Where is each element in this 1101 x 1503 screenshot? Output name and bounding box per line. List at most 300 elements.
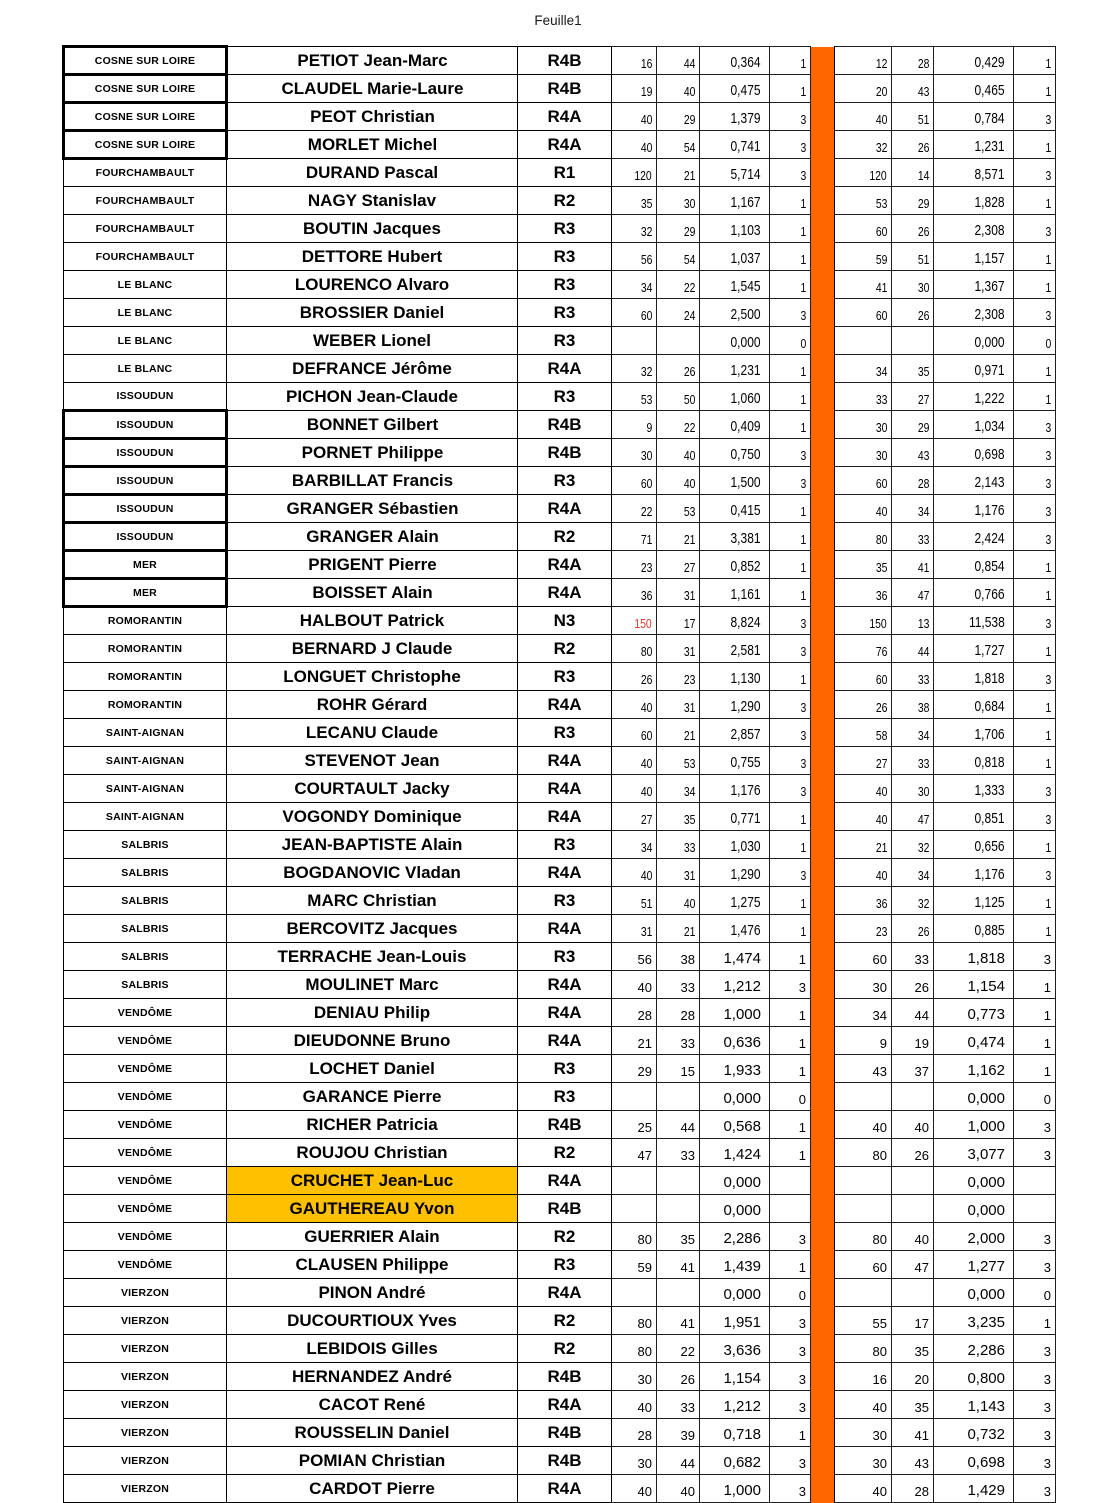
stat-b-value2-cell-text: 14 xyxy=(917,168,929,183)
stat-b-value1-cell xyxy=(835,747,892,775)
stat-b-points-cell xyxy=(1014,131,1056,159)
club-cell xyxy=(64,75,227,103)
club-cell-text: COSNE SUR LOIRE xyxy=(94,54,196,67)
stat-b-points-cell xyxy=(1014,355,1056,383)
stat-b-ratio-cell-text: 0,851 xyxy=(974,810,1005,827)
stat-a-value1-cell-text: 80 xyxy=(637,1316,652,1331)
table-row xyxy=(64,803,1056,831)
stat-a-value2-cell xyxy=(657,1027,700,1055)
stat-a-value1-cell xyxy=(612,159,657,187)
stat-b-value2-cell-text: 26 xyxy=(914,1148,929,1163)
stat-a-points-cell xyxy=(770,999,811,1027)
stat-a-ratio-cell xyxy=(700,1251,770,1279)
player-name-cell-text: ROUSSELIN Daniel xyxy=(294,1422,450,1442)
stat-b-value2-cell xyxy=(892,1251,934,1279)
stat-b-points-cell xyxy=(1014,1475,1056,1503)
stat-a-value2-cell-text: 22 xyxy=(680,1344,695,1359)
stat-a-value1-cell xyxy=(612,1111,657,1139)
stat-a-value2-cell-text: 26 xyxy=(680,1372,695,1387)
stat-a-ratio-cell xyxy=(700,719,770,747)
stat-a-value2-cell-text: 40 xyxy=(683,476,695,491)
rank-cell-text: R3 xyxy=(553,834,576,854)
stat-b-value2-cell xyxy=(892,299,934,327)
stat-a-value2-cell xyxy=(657,971,700,999)
club-cell xyxy=(64,1419,227,1447)
stat-b-ratio-cell-text: 1,333 xyxy=(974,782,1005,799)
stat-b-value1-cell-text: 20 xyxy=(875,84,887,99)
divider-stripe-cell xyxy=(811,719,835,747)
club-cell xyxy=(64,1307,227,1335)
stat-b-value2-cell-text: 28 xyxy=(917,476,929,491)
divider-stripe-cell xyxy=(811,1391,835,1419)
divider-stripe-cell xyxy=(811,971,835,999)
stat-b-value2-cell xyxy=(892,607,934,635)
stat-b-value2-cell xyxy=(892,523,934,551)
stat-a-ratio-cell-text: 1,379 xyxy=(730,110,761,127)
stat-a-value2-cell-text: 31 xyxy=(683,588,695,603)
stat-b-value1-cell xyxy=(835,551,892,579)
stat-a-points-cell xyxy=(770,887,811,915)
player-name-cell-text: JEAN-BAPTISTE Alain xyxy=(281,834,463,854)
divider-stripe-cell xyxy=(811,831,835,859)
club-cell xyxy=(64,271,227,299)
stat-b-points-cell xyxy=(1014,551,1056,579)
stat-a-ratio-cell-text: 0,568 xyxy=(723,1118,761,1135)
stat-a-value2-cell xyxy=(657,327,700,355)
club-cell xyxy=(64,663,227,691)
stat-b-ratio-cell xyxy=(934,1307,1014,1335)
divider-stripe-cell xyxy=(811,243,835,271)
stat-a-ratio-cell xyxy=(700,383,770,411)
club-cell-text: SALBRIS xyxy=(121,866,169,879)
rank-cell xyxy=(518,1167,612,1195)
rank-cell xyxy=(518,887,612,915)
stat-b-ratio-cell xyxy=(934,75,1014,103)
stat-a-ratio-cell xyxy=(700,1307,770,1335)
stat-a-value2-cell xyxy=(657,1447,700,1475)
stat-a-points-cell xyxy=(770,915,811,943)
stat-a-points-cell xyxy=(770,1251,811,1279)
stat-b-ratio-cell-text: 0,000 xyxy=(967,1090,1005,1107)
stat-b-value1-cell-text: 60 xyxy=(875,224,887,239)
club-cell xyxy=(64,775,227,803)
divider-stripe-cell xyxy=(811,187,835,215)
divider-stripe-cell xyxy=(811,1223,835,1251)
stat-a-value1-cell-text: 32 xyxy=(640,224,652,239)
rank-cell xyxy=(518,859,612,887)
club-cell xyxy=(64,1391,227,1419)
stat-a-value1-cell xyxy=(612,439,657,467)
stat-b-value1-cell-text: 41 xyxy=(875,280,887,295)
stat-a-points-cell-text: 0 xyxy=(798,1092,806,1107)
stat-b-ratio-cell-text: 1,125 xyxy=(974,894,1005,911)
player-name-cell-text: PORNET Philippe xyxy=(301,442,444,462)
rank-cell-text: R4B xyxy=(547,1422,582,1442)
stat-b-ratio-cell xyxy=(934,467,1014,495)
stat-b-ratio-cell xyxy=(934,1391,1014,1419)
stat-a-value2-cell xyxy=(657,523,700,551)
divider-stripe-cell xyxy=(811,775,835,803)
stat-b-ratio-cell-text: 1,828 xyxy=(974,194,1005,211)
stat-b-ratio-cell-text: 3,235 xyxy=(967,1314,1005,1331)
club-cell xyxy=(64,551,227,579)
stat-b-value2-cell xyxy=(892,327,934,355)
stat-b-value2-cell xyxy=(892,47,934,75)
stat-a-value2-cell-text: 28 xyxy=(680,1008,695,1023)
stat-b-value1-cell xyxy=(835,579,892,607)
stat-a-value2-cell xyxy=(657,215,700,243)
stat-a-value2-cell xyxy=(657,551,700,579)
rank-cell-text: R4A xyxy=(547,918,582,938)
stat-b-ratio-cell xyxy=(934,719,1014,747)
stat-a-value2-cell xyxy=(657,439,700,467)
table-row xyxy=(64,1167,1056,1195)
stat-a-value1-cell xyxy=(612,243,657,271)
stat-a-value1-cell xyxy=(612,635,657,663)
stat-a-value1-cell xyxy=(612,383,657,411)
stat-a-ratio-cell-text: 3,636 xyxy=(723,1342,761,1359)
stat-b-value2-cell xyxy=(892,383,934,411)
rank-cell-text: R3 xyxy=(553,946,576,966)
rank-cell-text: R4B xyxy=(547,78,582,98)
stat-a-ratio-cell xyxy=(700,747,770,775)
stat-b-value2-cell-text: 40 xyxy=(914,1120,929,1135)
stat-a-value2-cell-text: 44 xyxy=(680,1120,695,1135)
player-name-cell-text: COURTAULT Jacky xyxy=(294,778,450,798)
stat-b-ratio-cell xyxy=(934,691,1014,719)
stat-b-value2-cell xyxy=(892,635,934,663)
stat-b-value1-cell xyxy=(835,383,892,411)
stat-a-value1-cell-text: 22 xyxy=(640,504,652,519)
stat-a-value2-cell xyxy=(657,495,700,523)
stat-b-ratio-cell-text: 0,784 xyxy=(974,110,1005,127)
stat-a-value1-cell-text: 60 xyxy=(640,476,652,491)
club-cell-text: FOURCHAMBAULT xyxy=(95,167,195,179)
player-name-cell xyxy=(227,299,518,327)
club-cell xyxy=(64,131,227,159)
stat-b-value1-cell xyxy=(835,1223,892,1251)
stat-a-points-cell xyxy=(770,299,811,327)
rank-cell-text: R1 xyxy=(553,162,576,182)
player-name-cell-text: GARANCE Pierre xyxy=(302,1086,442,1106)
stat-a-points-cell-text: 1 xyxy=(800,504,806,519)
stat-a-value1-cell-text: 40 xyxy=(637,980,652,995)
stat-a-points-cell-text: 1 xyxy=(798,1036,806,1051)
player-name-cell xyxy=(227,327,518,355)
player-name-cell xyxy=(227,943,518,971)
stat-b-points-cell xyxy=(1014,1419,1056,1447)
club-cell xyxy=(64,971,227,999)
stat-b-ratio-cell xyxy=(934,747,1014,775)
stat-a-points-cell xyxy=(770,691,811,719)
stat-a-value2-cell-text: 33 xyxy=(680,1036,695,1051)
stat-b-ratio-cell xyxy=(934,439,1014,467)
table-row xyxy=(64,131,1056,159)
table-row xyxy=(64,1223,1056,1251)
rank-cell-text: R2 xyxy=(553,526,576,546)
club-cell xyxy=(64,915,227,943)
stat-a-ratio-cell xyxy=(700,831,770,859)
stat-a-value1-cell xyxy=(612,887,657,915)
stat-b-ratio-cell xyxy=(934,495,1014,523)
club-cell xyxy=(64,1167,227,1195)
stat-a-value1-cell-text: 40 xyxy=(640,140,652,155)
club-cell-text: MER xyxy=(133,558,157,571)
stat-a-points-cell-text: 3 xyxy=(800,700,806,715)
stat-b-points-cell xyxy=(1014,719,1056,747)
stat-a-value1-cell-text: 23 xyxy=(640,560,652,575)
stat-b-value1-cell xyxy=(835,495,892,523)
stat-a-points-cell-text: 3 xyxy=(800,168,806,183)
stat-a-points-cell xyxy=(770,1363,811,1391)
stat-a-points-cell xyxy=(770,75,811,103)
club-cell-text: FOURCHAMBAULT xyxy=(95,222,195,235)
stat-b-value1-cell xyxy=(835,1111,892,1139)
stat-b-value2-cell xyxy=(892,1055,934,1083)
stat-a-value2-cell-text: 27 xyxy=(683,560,695,575)
player-name-cell-text: DIEUDONNE Bruno xyxy=(293,1030,451,1050)
stat-a-ratio-cell xyxy=(700,551,770,579)
player-name-cell-text: DEFRANCE Jérôme xyxy=(292,358,452,378)
stat-b-ratio-cell xyxy=(934,1139,1014,1167)
stat-b-ratio-cell-text: 2,286 xyxy=(967,1342,1005,1359)
rank-cell xyxy=(518,551,612,579)
stat-b-value1-cell xyxy=(835,1139,892,1167)
stat-a-value2-cell-text: 31 xyxy=(683,868,695,883)
rank-cell xyxy=(518,1027,612,1055)
stat-b-value2-cell-text: 51 xyxy=(917,252,929,267)
rank-cell-text: R3 xyxy=(553,1086,576,1106)
player-name-cell-text: DENIAU Philip xyxy=(313,1002,431,1022)
club-cell xyxy=(64,327,227,355)
stat-a-ratio-cell-text: 1,161 xyxy=(730,586,761,603)
player-name-cell xyxy=(227,1055,518,1083)
club-cell-text: ROMORANTIN xyxy=(107,642,183,655)
rank-cell xyxy=(518,271,612,299)
stat-b-value1-cell xyxy=(835,271,892,299)
stat-b-value1-cell-text: 30 xyxy=(875,420,887,435)
stat-a-ratio-cell xyxy=(700,215,770,243)
stat-a-ratio-cell xyxy=(700,299,770,327)
stat-b-value2-cell-text: 51 xyxy=(917,112,929,127)
table-row xyxy=(64,607,1056,635)
stat-a-ratio-cell-text: 2,500 xyxy=(730,306,761,323)
player-name-cell xyxy=(227,47,518,75)
stat-a-ratio-cell-text: 0,000 xyxy=(723,1286,761,1303)
stat-b-value1-cell xyxy=(835,1279,892,1307)
stat-a-ratio-cell-text: 0,755 xyxy=(730,754,761,771)
stat-b-value2-cell-text: 29 xyxy=(917,420,929,435)
stat-a-value2-cell-text: 29 xyxy=(683,112,695,127)
stat-a-value2-cell xyxy=(657,635,700,663)
stat-a-value2-cell-text: 31 xyxy=(683,644,695,659)
club-cell xyxy=(64,1447,227,1475)
rank-cell xyxy=(518,1475,612,1503)
stat-a-value2-cell xyxy=(657,1195,700,1223)
stat-a-value1-cell-text: 34 xyxy=(640,840,652,855)
stat-b-points-cell xyxy=(1014,1363,1056,1391)
player-name-cell-text: ROHR Gérard xyxy=(316,694,428,714)
stat-a-value1-cell-text: 60 xyxy=(640,308,652,323)
club-cell xyxy=(64,523,227,551)
player-name-cell-text: DUCOURTIOUX Yves xyxy=(287,1310,457,1330)
rank-cell xyxy=(518,1055,612,1083)
table-row xyxy=(64,579,1056,607)
stat-a-points-cell-text: 1 xyxy=(800,672,806,687)
stat-b-points-cell xyxy=(1014,1139,1056,1167)
stat-a-value1-cell-text: 56 xyxy=(637,952,652,967)
rank-cell-text: R4A xyxy=(547,694,582,714)
stat-b-value2-cell-text: 47 xyxy=(917,812,929,827)
stat-b-value1-cell-text: 43 xyxy=(872,1064,887,1079)
stat-b-value1-cell xyxy=(835,943,892,971)
stat-a-points-cell-text: 1 xyxy=(800,280,806,295)
stat-b-points-cell-text: 3 xyxy=(1045,532,1051,547)
stat-b-value2-cell-text: 35 xyxy=(917,364,929,379)
stat-b-value1-cell-text: 76 xyxy=(875,644,887,659)
player-name-cell-text: PETIOT Jean-Marc xyxy=(297,50,448,70)
stat-b-ratio-cell xyxy=(934,1223,1014,1251)
stat-b-value1-cell-text: 30 xyxy=(875,448,887,463)
stat-a-points-cell-text: 3 xyxy=(798,1344,806,1359)
stat-b-value1-cell-text: 35 xyxy=(875,560,887,575)
divider-stripe-cell xyxy=(811,1363,835,1391)
stat-b-value1-cell-text: 27 xyxy=(875,756,887,771)
stat-b-points-cell-text: 1 xyxy=(1045,728,1051,743)
player-name-cell-text: LONGUET Christophe xyxy=(283,666,461,686)
table-row xyxy=(64,1391,1056,1419)
stat-a-points-cell-text: 1 xyxy=(798,1120,806,1135)
stat-b-points-cell-text: 1 xyxy=(1045,560,1051,575)
stat-a-points-cell xyxy=(770,187,811,215)
stat-b-points-cell xyxy=(1014,803,1056,831)
stat-b-ratio-cell-text: 1,367 xyxy=(974,278,1005,295)
rank-cell xyxy=(518,439,612,467)
stat-b-ratio-cell xyxy=(934,383,1014,411)
stat-b-ratio-cell xyxy=(934,663,1014,691)
stat-b-value2-cell xyxy=(892,915,934,943)
rank-cell-text: R4A xyxy=(547,1394,582,1414)
stat-b-value1-cell-text: 40 xyxy=(875,868,887,883)
stat-a-points-cell-text: 1 xyxy=(800,224,806,239)
stat-a-value2-cell-text: 39 xyxy=(680,1428,695,1443)
table-row xyxy=(64,1055,1056,1083)
stat-a-ratio-cell xyxy=(700,971,770,999)
club-cell-text: FOURCHAMBAULT xyxy=(95,250,195,263)
stat-a-value2-cell-text: 21 xyxy=(683,168,695,183)
stat-a-ratio-cell xyxy=(700,607,770,635)
stat-a-points-cell xyxy=(770,579,811,607)
club-cell xyxy=(64,1223,227,1251)
stat-b-ratio-cell xyxy=(934,1475,1014,1503)
table-row xyxy=(64,719,1056,747)
stat-a-ratio-cell xyxy=(700,355,770,383)
stat-a-points-cell xyxy=(770,775,811,803)
rank-cell xyxy=(518,1223,612,1251)
club-cell xyxy=(64,439,227,467)
club-cell xyxy=(64,215,227,243)
stat-a-points-cell-text: 3 xyxy=(798,1456,806,1471)
stat-a-value1-cell-text: 16 xyxy=(640,56,652,71)
stat-a-points-cell xyxy=(770,1027,811,1055)
table-row xyxy=(64,327,1056,355)
club-cell-text: VIERZON xyxy=(120,1342,170,1355)
stat-b-value1-cell-text: 80 xyxy=(872,1344,887,1359)
stat-b-value1-cell-text: 36 xyxy=(875,588,887,603)
stat-a-value2-cell-text: 54 xyxy=(683,252,695,267)
club-cell xyxy=(64,243,227,271)
stat-b-ratio-cell xyxy=(934,775,1014,803)
stat-a-ratio-cell-text: 0,771 xyxy=(730,810,761,827)
stat-a-points-cell xyxy=(770,1111,811,1139)
stat-b-value1-cell xyxy=(835,439,892,467)
stat-a-ratio-cell xyxy=(700,187,770,215)
player-name-cell xyxy=(227,803,518,831)
divider-stripe-cell xyxy=(811,887,835,915)
stat-b-points-cell xyxy=(1014,439,1056,467)
stat-a-ratio-cell xyxy=(700,523,770,551)
player-name-cell-text: BERNARD J Claude xyxy=(291,638,453,658)
stat-a-value1-cell xyxy=(612,1335,657,1363)
stat-a-value2-cell-text: 31 xyxy=(683,700,695,715)
stat-a-points-cell-text: 1 xyxy=(800,896,806,911)
stat-b-ratio-cell xyxy=(934,1027,1014,1055)
stat-b-points-cell xyxy=(1014,243,1056,271)
club-cell-text: VENDÔME xyxy=(117,1118,173,1131)
stat-b-value1-cell xyxy=(835,971,892,999)
stat-a-points-cell xyxy=(770,103,811,131)
club-cell-text: VENDÔME xyxy=(117,1006,173,1019)
rank-cell xyxy=(518,131,612,159)
stat-a-points-cell xyxy=(770,243,811,271)
rank-cell xyxy=(518,1307,612,1335)
stat-b-value1-cell-text: 60 xyxy=(875,476,887,491)
table-row xyxy=(64,1419,1056,1447)
player-name-cell xyxy=(227,551,518,579)
club-cell-text: ISSOUDUN xyxy=(116,502,174,515)
divider-stripe-cell xyxy=(811,943,835,971)
stat-a-ratio-cell xyxy=(700,1055,770,1083)
table-row xyxy=(64,271,1056,299)
stat-b-value1-cell-text: 40 xyxy=(875,812,887,827)
rank-cell-text: R4A xyxy=(547,134,582,154)
stat-a-value1-cell-text: 27 xyxy=(640,812,652,827)
rank-cell-text: R3 xyxy=(553,274,576,294)
club-cell xyxy=(64,1475,227,1503)
rank-cell xyxy=(518,607,612,635)
rank-cell-text: R4A xyxy=(547,862,582,882)
club-cell xyxy=(64,1083,227,1111)
rank-cell xyxy=(518,1195,612,1223)
stat-a-ratio-cell xyxy=(700,943,770,971)
stat-a-points-cell-text: 1 xyxy=(800,252,806,267)
stat-a-value1-cell xyxy=(612,859,657,887)
rank-cell-text: R3 xyxy=(553,1254,576,1274)
club-cell xyxy=(64,159,227,187)
stat-b-ratio-cell xyxy=(934,271,1014,299)
stat-a-value2-cell xyxy=(657,1111,700,1139)
stat-a-ratio-cell xyxy=(700,663,770,691)
stat-a-points-cell xyxy=(770,1447,811,1475)
club-cell-text: SALBRIS xyxy=(121,950,169,963)
stat-b-points-cell xyxy=(1014,1307,1056,1335)
stat-b-points-cell-text: 1 xyxy=(1045,896,1051,911)
stat-a-value2-cell xyxy=(657,1475,700,1503)
stat-a-value1-cell xyxy=(612,1307,657,1335)
stat-a-value2-cell xyxy=(657,1307,700,1335)
stat-b-points-cell-text: 1 xyxy=(1045,924,1051,939)
stat-b-value2-cell-text: 26 xyxy=(914,980,929,995)
